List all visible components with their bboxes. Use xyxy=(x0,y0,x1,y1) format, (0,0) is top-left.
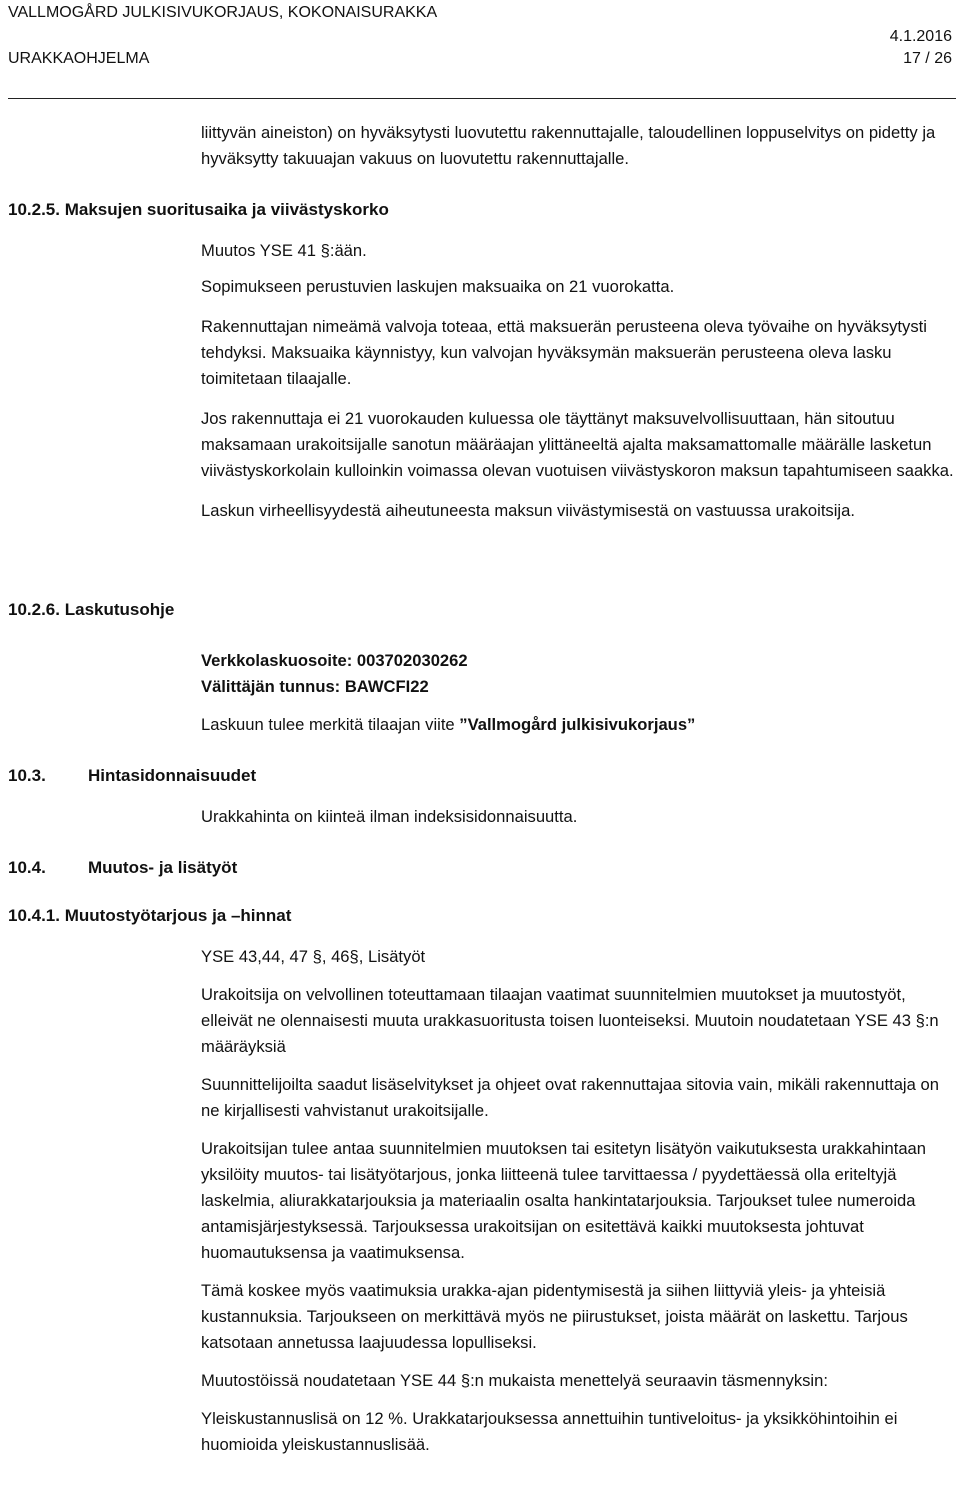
section-title: Muutos- ja lisätyöt xyxy=(88,858,238,877)
section-title: Hintasidonnaisuudet xyxy=(88,766,257,785)
operator-id: Välittäjän tunnus: BAWCFI22 xyxy=(201,677,429,696)
document-title: VALLMOGÅRD JULKISIVUKORJAUS, KOKONAISURAKKA xyxy=(8,4,438,21)
section-title: Laskutusohje xyxy=(64,600,175,619)
section-heading-10-4 xyxy=(8,858,237,878)
page-number: 17 / 26 xyxy=(903,50,952,67)
paragraph: Urakoitsija on velvollinen toteuttamaan tilaajan vaatimat suunnitelmien muutokset ja muutostyöt, elleivät ne olennaisesti muuta urakkasuoritusta toisen luonteiseksi. Muutoin noudatetaan YSE 43 §:n määräyksiä xyxy=(201,985,939,1056)
section-number: 10.2.6. xyxy=(8,600,60,619)
section-number: 10.2.5. xyxy=(8,200,60,219)
paragraph: Yleiskustannuslisä on 12 %. Urakkatarjouksessa annettuihin tuntiveloitus- ja yksikköhintoihin ei huomioida yleiskustannuslisää. xyxy=(201,1409,898,1454)
section-heading-10-3 xyxy=(8,766,256,786)
paragraph: Laskun virheellisyydestä aiheutuneesta maksun viivästymisestä on vastuussa urakoitsija. xyxy=(201,501,855,520)
section-heading-10-2-5 xyxy=(8,200,389,220)
paragraph: Sopimukseen perustuvien laskujen maksuaika on 21 vuorokatta. xyxy=(201,277,675,296)
intro-paragraph: liittyvän aineiston) on hyväksytysti luovutettu rakennuttajalle, taloudellinen loppuselvitys on pidetty ja hyväksytty takuuajan vakuus on luovutettu rakennuttajalle. xyxy=(201,123,936,168)
paragraph: YSE 43,44, 47 §, 46§, Lisätyöt xyxy=(201,947,426,966)
section-number: 10.4.1. xyxy=(8,906,60,925)
paragraph: Muutostöissä noudatetaan YSE 44 §:n mukaista menettelyä seuraavin täsmennyksin: xyxy=(201,1371,828,1390)
section-title: Muutostyötarjous ja –hinnat xyxy=(64,906,292,925)
paragraph: Urakoitsijan tulee antaa suunnitelmien muutoksen tai esitetyn lisätyön vaikutuksesta urakkahintaan yksilöity muutos- tai lisätyötarjous, jonka liitteenä tulee tarvittaessa / pyydettäessä olla eriteltyjä laskelmia, aliurakkatarjouksia ja materiaalin osalta hankintatarjouksia. Tarjoukset tulee numeroida antamisjärjestyksessä. Tarjouksessa urakoitsijan on esitettävä kaikki muutoksesta johtuvat huomautuksensa ja vaatimuksensa. xyxy=(201,1139,927,1262)
section-number: 10.4. xyxy=(8,858,46,877)
paragraph: Muutos YSE 41 §:ään. xyxy=(201,241,367,260)
header-divider xyxy=(8,98,956,99)
section-number: 10.3. xyxy=(8,766,46,785)
e-invoice-address: Verkkolaskuosoite: 003702030262 xyxy=(201,651,468,670)
paragraph: Rakennuttajan nimeämä valvoja toteaa, että maksuerän perusteena oleva työvaihe on hyväksytysti tehdyksi. Maksuaika käynnistyy, kun valvojan hyväksymän maksuerän perusteena oleva lasku toimitetaan tilaajalle. xyxy=(201,317,927,388)
billing-instructions xyxy=(201,648,957,738)
section-body-10-3 xyxy=(201,804,957,830)
document-date: 4.1.2016 xyxy=(889,28,952,45)
paragraph: Suunnittelijoilta saadut lisäselvitykset ja ohjeet ovat rakennuttajaa sitovia vain, mikäli rakennuttaja on ne kirjallisesti vahvistanut urakoitsijalle. xyxy=(201,1075,939,1120)
section-title: Maksujen suoritusaika ja viivästyskorko xyxy=(64,200,389,219)
client-reference: ”Vallmogård julkisivukorjaus” xyxy=(459,715,696,734)
paragraph: Jos rakennuttaja ei 21 vuorokauden kuluessa ole täyttänyt maksuvelvollisuuttaan, hän sitoutuu maksamaan urakoitsijalle sanotun määräajan ylittäneeltä ajalta maksamattomalle määrälle lasketun viivästyskorkolain kulloinkin voimassa olevan vuotuisen viivästyskoron maksun tapahtumiseen saakka. xyxy=(201,409,954,480)
section-body-10-4-1 xyxy=(201,944,957,1458)
section-heading-10-4-1 xyxy=(8,906,291,926)
section-body-10-2-5 xyxy=(201,238,957,524)
document-subtitle: URAKKAOHJELMA xyxy=(8,50,150,67)
paragraph: Tämä koskee myös vaatimuksia urakka-ajan pidentymisestä ja siihen liittyviä yleis- ja yhteisiä kustannuksia. Tarjoukseen on merkittävä myös ne piirustukset, joista määrät on laskettu. Tarjous katsotaan annetussa laajuudessa lopulliseksi. xyxy=(201,1281,908,1352)
paragraph: Urakkahinta on kiinteä ilman indeksisidonnaisuutta. xyxy=(201,807,578,826)
reference-line: Laskuun tulee merkitä tilaajan viite ”Vallmogård julkisivukorjaus” xyxy=(201,715,696,734)
section-heading-10-2-6 xyxy=(8,600,174,620)
